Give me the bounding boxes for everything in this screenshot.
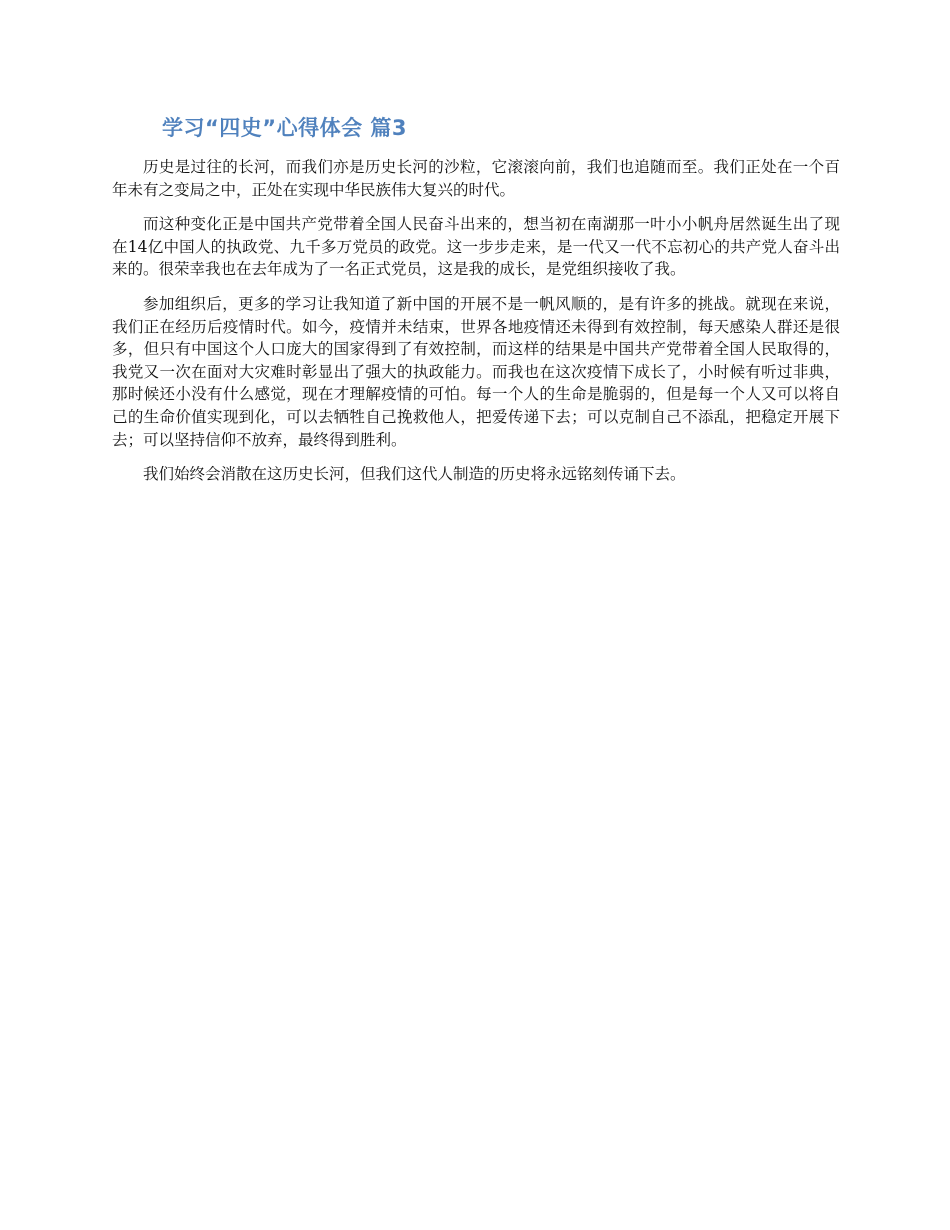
paragraph: 参加组织后，更多的学习让我知道了新中国的开展不是一帆风顺的，是有许多的挑战。就现在来说，我们正在经历后疫情时代。如今，疫情并未结束，世界各地疫情还未得到有效控制，每天感染人群还是很多，但只有中国这个人口庞大的国家得到了有效控制，而这样的结果是中国共产党带着全国人民取得的，我党又一次在面对大灾难时彰显出了强大的执政能力。而我也在这次疫情下成长了，小时候有听过非典，那时候还小没有什么感觉，现在才理解疫情的可怕。每一个人的生命是脆弱的，但是每一个人又可以将自己的生命价值实现到化，可以去牺牲自己挽救他人，把爱传递下去；可以克制自己不添乱，把稳定开展下去；可以坚持信仰不放弃，最终得到胜利。 [112,294,840,449]
paragraph: 历史是过往的长河，而我们亦是历史长河的沙粒，它滚滚向前，我们也追随而至。我们正处在一个百年未有之变局之中，正处在实现中华民族伟大复兴的时代。 [112,158,840,199]
document-body [112,156,840,498]
document-title: 学习“四史”心得体会 篇3 [162,116,408,140]
paragraph: 我们始终会消散在这历史长河，但我们这代人制造的历史将永远铭刻传诵下去。 [143,465,686,484]
paragraph: 而这种变化正是中国共产党带着全国人民奋斗出来的，想当初在南湖那一叶小小帆舟居然诞生出了现在14亿中国人的执政党、九千多万党员的政党。这一步步走来，是一代又一代不忘初心的共产党人奋斗出来的。很荣幸我也在去年成为了一名正式党员，这是我的成长，是党组织接收了我。 [112,215,840,279]
